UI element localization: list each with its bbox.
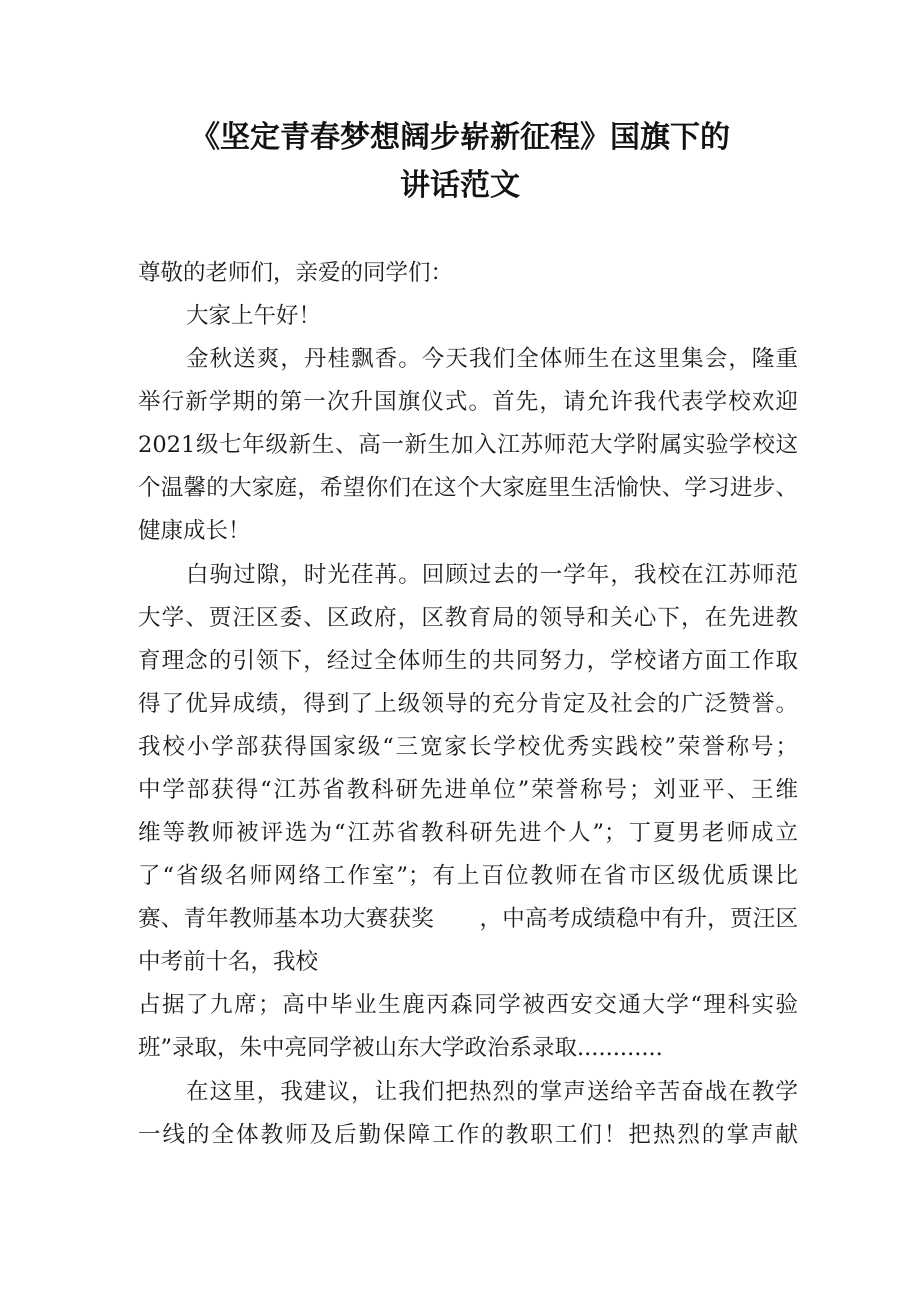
body-line: 育理念的引领下，经过全体师生的共同努力，学校诸方面工作取 (138, 648, 798, 674)
body-line: 一线的全体教师及后勤保障工作的教职工们！把热烈的掌声献 (138, 1122, 798, 1148)
body-line: 中考前十名，我校 (138, 949, 319, 975)
body-line: 金秋送爽，丹桂飘香。今天我们全体师生在这里集会，隆重 (186, 346, 798, 372)
body-line: 占据了九席；高中毕业生鹿丙森同学被西安交通大学“理科实验 (138, 992, 798, 1018)
body-line: 在这里，我建议，让我们把热烈的掌声送给辛苦奋战在教学 (186, 1079, 798, 1105)
body-line: 我校小学部获得国家级“三宽家长学校优秀实践校”荣誉称号； (138, 734, 798, 760)
document-title-line-1: 《坚定青春梦想阔步崭新征程》国旗下的 (190, 120, 730, 155)
body-line: 班”录取，朱中亮同学被山东大学政治系录取............ (138, 1035, 663, 1061)
body-line: 健康成长！ (138, 518, 251, 544)
body-line: 了“省级名师网络工作室”；有上百位教师在省市区级优质课比 (138, 863, 798, 889)
body-line: 白驹过隙，时光荏苒。回顾过去的一学年，我校在江苏师范 (186, 562, 798, 588)
body-line: 大学、贾汪区委、区政府，区教育局的领导和关心下，在先进教 (138, 605, 798, 631)
document-title-line-2: 讲话范文 (400, 168, 520, 203)
body-line: 得了优异成绩，得到了上级领导的充分肯定及社会的广泛赞誉。 (138, 691, 798, 717)
body-line: 中学部获得“江苏省教科研先进单位”荣誉称号；刘亚平、王维 (138, 777, 798, 803)
body-line: 2021级七年级新生、高一新生加入江苏师范大学附属实验学校这 (138, 432, 798, 458)
body-line: 赛、青年教师基本功大赛获奖 ，中高考成绩稳中有升，贾汪区 (138, 906, 798, 932)
greeting: 大家上午好！ (186, 303, 322, 329)
body-line: 维等教师被评选为“江苏省教科研先进个人”；丁夏男老师成立 (138, 820, 798, 846)
salutation: 尊敬的老师们，亲爱的同学们： (138, 260, 454, 286)
body-line: 举行新学期的第一次升国旗仪式。首先，请允许我代表学校欢迎 (138, 389, 798, 415)
body-line: 个温馨的大家庭，希望你们在这个大家庭里生活愉快、学习进步、 (138, 475, 798, 501)
